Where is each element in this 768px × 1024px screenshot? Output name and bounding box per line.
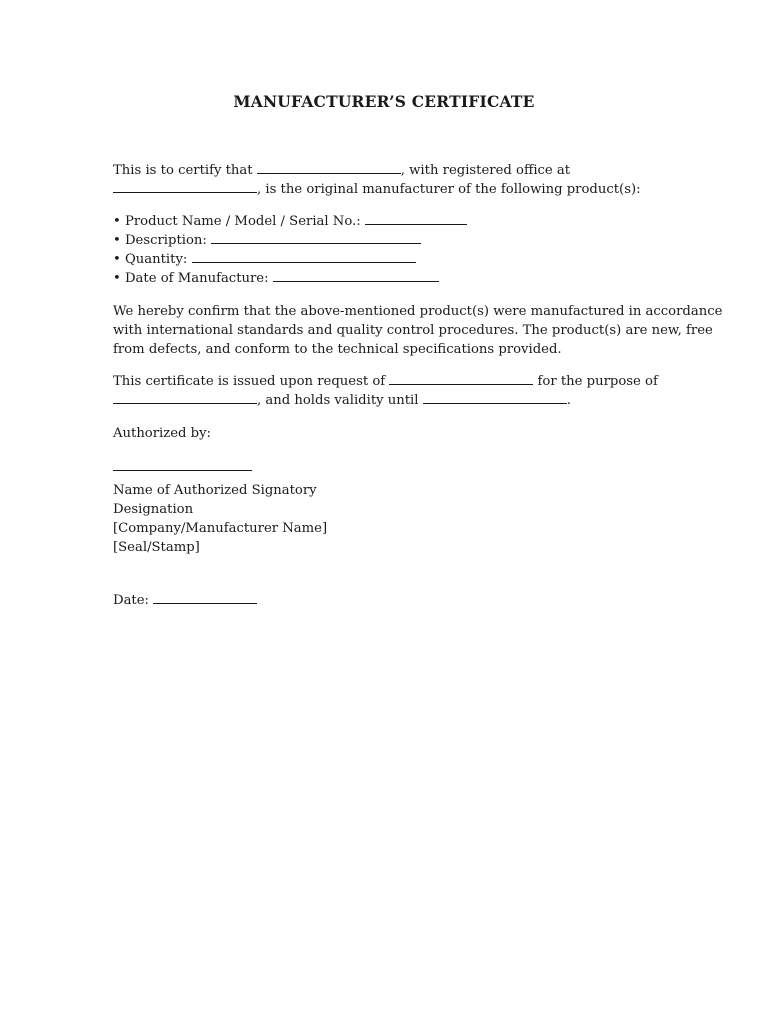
certify-text-2b: , is the original manufacturer of the following product(s): (257, 182, 641, 197)
registered-office-blank[interactable] (113, 180, 257, 193)
issuance-text-1b: for the purpose of (533, 374, 658, 389)
confirmation-line-3: from defects, and conform to the technical specifications provided. (113, 342, 562, 357)
certify-text-1a: This is to certify that (113, 163, 257, 178)
certify-text-1b: , with registered office at (400, 163, 571, 178)
issuance-line-1 (113, 372, 658, 391)
date-blank[interactable] (153, 591, 257, 604)
item-description-label: • Description: (113, 233, 212, 248)
signature-line (113, 458, 252, 477)
certify-line-2 (113, 180, 641, 199)
authorized-by-label: Authorized by: (113, 426, 211, 441)
manufacturer-name-blank[interactable] (257, 161, 401, 174)
document-title: MANUFACTURER’S CERTIFICATE (233, 92, 535, 111)
item-quantity (113, 250, 416, 269)
quantity-blank[interactable] (192, 250, 416, 263)
issuance-text-2c: . (566, 393, 571, 408)
signatory-name: Name of Authorized Signatory (113, 483, 317, 498)
signatory-designation: Designation (113, 502, 194, 517)
confirmation-line-1: We hereby confirm that the above-mentioned product(s) were manufactured in accordance (113, 304, 723, 319)
issuance-text-1a: This certificate is issued upon request of (113, 374, 390, 389)
certify-line-1 (113, 161, 570, 180)
item-product (113, 212, 467, 231)
description-blank[interactable] (211, 231, 421, 244)
date-of-manufacture-blank[interactable] (273, 269, 439, 282)
date-line (113, 591, 257, 610)
requester-blank[interactable] (389, 372, 533, 385)
issuance-line-2 (113, 391, 571, 410)
item-date-label: • Date of Manufacture: (113, 271, 273, 286)
date-label: Date: (113, 593, 154, 608)
confirmation-line-2: with international standards and quality control procedures. The product(s) are new, free (113, 323, 713, 338)
signatory-seal: [Seal/Stamp] (113, 540, 200, 555)
purpose-blank[interactable] (113, 391, 257, 404)
validity-blank[interactable] (423, 391, 567, 404)
item-quantity-label: • Quantity: (113, 252, 192, 267)
item-product-label: • Product Name / Model / Serial No.: (113, 214, 365, 229)
issuance-text-2b: , and holds validity until (257, 393, 423, 408)
signatory-company: [Company/Manufacturer Name] (113, 521, 328, 536)
product-blank[interactable] (365, 212, 467, 225)
item-description (113, 231, 421, 250)
signature-blank[interactable] (113, 458, 252, 471)
item-date-of-manufacture (113, 269, 439, 288)
